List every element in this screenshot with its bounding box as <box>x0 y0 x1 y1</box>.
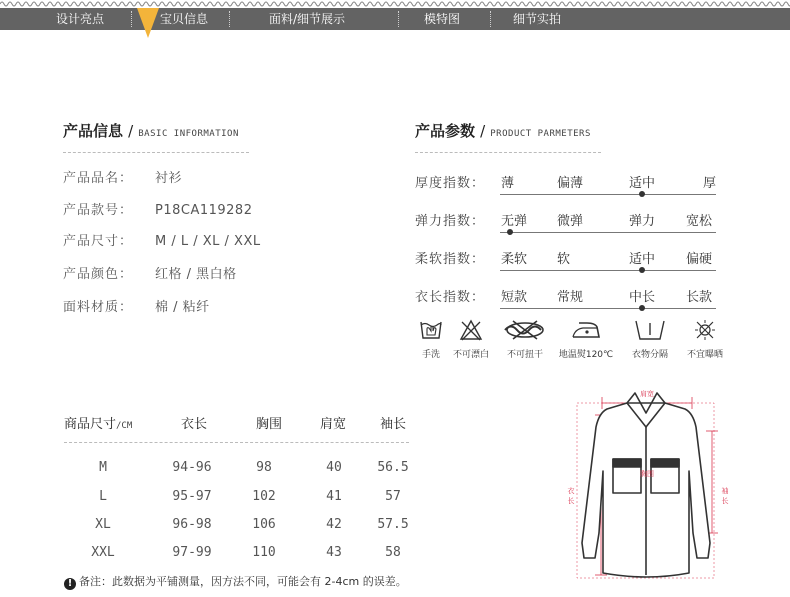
basic-info-title-separator: / <box>128 122 134 140</box>
info-label: 面料材质： <box>63 300 134 315</box>
param-scale-line <box>500 308 716 309</box>
care-no-bleach <box>447 319 495 360</box>
param-scale-option: 常规 <box>557 290 584 305</box>
care-label: 不宜曝晒 <box>686 350 723 360</box>
info-value: 衬衫 <box>155 171 183 186</box>
size-cell: 56.5 <box>377 460 409 475</box>
size-label: M <box>99 460 107 475</box>
info-row-sizes <box>63 230 261 249</box>
params-header <box>415 120 591 141</box>
tab-model-photos[interactable]: 模特图 <box>424 12 461 26</box>
label-sleeve: 袖长 <box>721 487 729 505</box>
nav-bar <box>0 8 790 30</box>
info-label: 产品尺寸： <box>63 234 134 249</box>
param-scale-option: 适中 <box>629 252 656 267</box>
top-nav <box>0 0 790 30</box>
shirt-measurement-diagram <box>555 383 740 583</box>
low-iron-icon <box>569 319 603 341</box>
note-text: 备注：此数据为平铺测量，因方法不同，可能会有 2-4cm 的误差。 <box>79 575 407 588</box>
param-label: 弹力指数： <box>415 214 486 229</box>
info-value: M / L / XL / XXL <box>155 234 261 249</box>
hand-wash-icon <box>419 319 443 341</box>
param-scale-option: 长款 <box>686 290 713 305</box>
measurement-note <box>64 573 407 590</box>
nav-separator <box>398 11 399 27</box>
no-bleach-icon <box>459 319 483 341</box>
column-header-shoulder: 肩宽 <box>320 417 347 432</box>
care-hand-wash <box>416 319 446 360</box>
size-table-unit: /CM <box>116 421 133 431</box>
info-label: 产品品名： <box>63 171 134 186</box>
param-scale-option: 无弹 <box>501 214 528 229</box>
param-selected-marker <box>639 305 645 311</box>
size-cell: 96-98 <box>172 517 212 532</box>
param-scale-line <box>500 194 716 195</box>
exclamation-icon: ! <box>64 578 76 590</box>
param-scale-option: 微弹 <box>557 214 584 229</box>
size-table-divider <box>64 442 409 443</box>
param-scale-option: 厚 <box>703 176 717 191</box>
size-cell: 110 <box>252 545 276 560</box>
size-cell: 102 <box>252 489 276 504</box>
param-label: 厚度指数： <box>415 176 486 191</box>
info-row-style-no <box>63 199 252 218</box>
param-label: 柔软指数： <box>415 252 486 267</box>
size-cell: 58 <box>385 545 401 560</box>
care-label: 衣物分隔 <box>631 350 668 360</box>
size-table-title-text: 商品尺寸 <box>64 417 117 432</box>
param-selected-marker <box>639 267 645 273</box>
care-no-wring <box>500 319 550 360</box>
column-header-sleeve: 袖长 <box>380 417 407 432</box>
param-scale-option: 中长 <box>629 290 656 305</box>
param-selected-marker <box>639 191 645 197</box>
size-cell: 57.5 <box>377 517 409 532</box>
param-scale-option: 薄 <box>501 176 515 191</box>
info-row-name <box>63 167 182 186</box>
params-title: 产品参数 <box>415 122 476 140</box>
param-scale-option: 偏硬 <box>686 252 713 267</box>
size-cell: 40 <box>326 460 342 475</box>
tab-product-info[interactable]: 宝贝信息 <box>160 12 209 26</box>
tab-design-highlights[interactable]: 设计亮点 <box>56 12 105 26</box>
care-low-iron <box>555 319 617 360</box>
care-no-sun-dry <box>680 319 730 360</box>
wash-separately-icon <box>634 319 666 341</box>
param-label: 衣长指数： <box>415 290 486 305</box>
size-cell: 42 <box>326 517 342 532</box>
param-scale-line <box>500 270 716 271</box>
param-scale-line <box>500 232 716 233</box>
label-chest: 胸围 <box>640 470 654 478</box>
label-length: 衣长 <box>567 487 575 505</box>
size-cell: 94-96 <box>172 460 212 475</box>
size-cell: 57 <box>385 489 401 504</box>
wave-border <box>0 0 790 8</box>
size-cell: 95-97 <box>172 489 212 504</box>
param-scale-option: 弹力 <box>629 214 656 229</box>
param-scale-option: 适中 <box>629 176 656 191</box>
info-value: 红格 / 黑白格 <box>155 267 237 282</box>
param-scale-option: 短款 <box>501 290 528 305</box>
param-scale-option: 宽松 <box>686 214 713 229</box>
column-header-chest: 胸围 <box>256 417 283 432</box>
size-label: XL <box>95 517 111 532</box>
care-wash-separately <box>624 319 676 360</box>
params-title-separator: / <box>480 122 486 140</box>
info-label: 产品颜色： <box>63 267 134 282</box>
size-label: XXL <box>91 545 115 560</box>
param-scale-option: 柔软 <box>501 252 528 267</box>
tab-detail-photos[interactable]: 细节实拍 <box>513 12 562 26</box>
size-cell: 98 <box>256 460 272 475</box>
care-label: 不可扭干 <box>506 350 543 360</box>
tab-fabric-details[interactable]: 面料/细节展示 <box>269 12 346 26</box>
size-cell: 97-99 <box>172 545 212 560</box>
basic-info-subtitle: BASIC INFORMATION <box>138 129 239 139</box>
basic-info-header <box>63 120 239 141</box>
nav-separator <box>229 11 230 27</box>
nav-separator <box>490 11 491 27</box>
basic-info-title: 产品信息 <box>63 122 124 140</box>
care-label: 不可漂白 <box>452 350 489 360</box>
size-table-title <box>64 413 132 432</box>
care-label: 地温熨120℃ <box>558 350 614 360</box>
no-wring-icon <box>503 319 547 341</box>
size-cell: 43 <box>326 545 342 560</box>
care-label: 手洗 <box>421 350 440 360</box>
size-cell: 41 <box>326 489 342 504</box>
info-row-material <box>63 296 210 315</box>
size-label: L <box>99 489 107 504</box>
param-selected-marker <box>507 229 513 235</box>
info-value: 棉 / 粘纤 <box>155 300 210 315</box>
label-shoulder: 肩宽 <box>640 390 654 398</box>
info-row-colors <box>63 263 237 282</box>
params-divider <box>415 152 601 153</box>
params-subtitle: PRODUCT PARMETERS <box>490 129 591 139</box>
size-cell: 106 <box>252 517 276 532</box>
info-value: P18CA119282 <box>155 203 253 218</box>
param-scale-option: 偏薄 <box>557 176 584 191</box>
info-label: 产品款号： <box>63 203 134 218</box>
nav-separator <box>131 11 132 27</box>
column-header-length: 衣长 <box>181 417 208 432</box>
active-tab-marker <box>137 8 159 38</box>
param-scale-option: 软 <box>557 252 571 267</box>
basic-info-divider <box>63 152 249 153</box>
no-sun-dry-icon <box>693 319 717 341</box>
